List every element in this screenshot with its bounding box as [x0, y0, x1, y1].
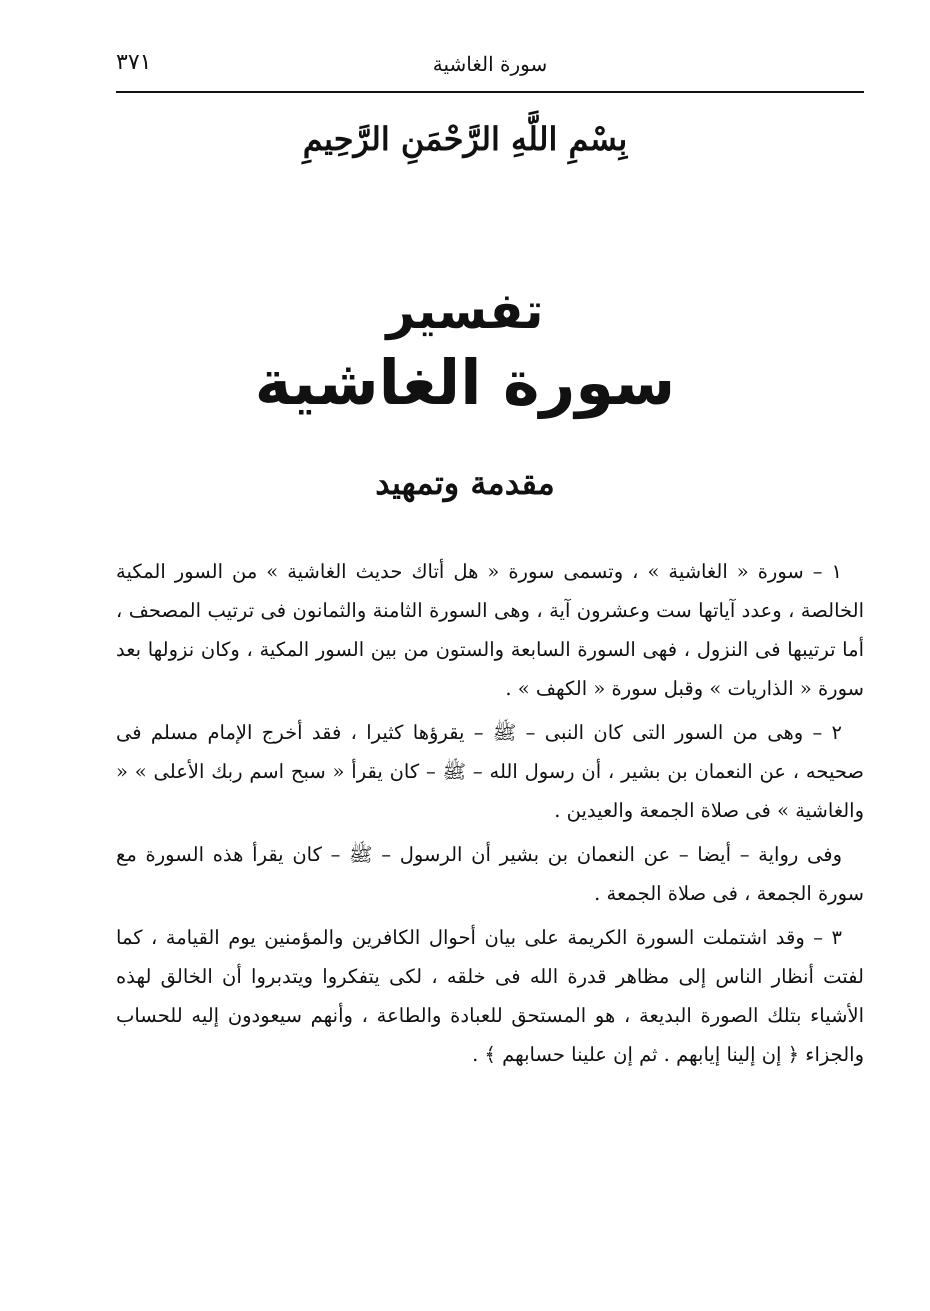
basmala: بِسْمِ اللَّهِ الرَّحْمَنِ الرَّحِيمِ	[302, 120, 628, 158]
paragraph-4: ٣ – وقد اشتملت السورة الكريمة على بيان أحوال الكافرين والمؤمنين يوم القيامة ، كما لفتت أنظار الناس إلى مظاهر قدرة الله فى خلقه ، لكى يتفكروا ويتدبروا أن الخالق لهذه الأشياء بتلك الصورة البديعة ، هو المستحق للعبادة والطاعة ، وأنهم سيعودون إليه للحساب والجزاء ﴿ إن إلينا إيابهم . ثم إن علينا حسابهم ﴾ .	[116, 926, 864, 1066]
title-tafsir: تفسير	[386, 282, 544, 340]
header-rule	[116, 91, 864, 93]
running-header	[116, 50, 864, 86]
page-number: ٣٧١	[116, 50, 152, 75]
paragraph-2: ٢ – وهى من السور التى كان النبى – ﷺ – يقرؤها كثيرا ، فقد أخرج الإمام مسلم فى صحيحه ، عن النعمان بن بشير ، أن رسول الله – ﷺ – كان يقرأ « سبح اسم ربك الأعلى » « والغاشية » فى صلاة الجمعة والعيدين .	[116, 721, 864, 822]
paragraph-3: وفى رواية – أيضا – عن النعمان بن بشير أن الرسول – ﷺ – كان يقرأ هذه السورة مع سورة الجمعة ، فى صلاة الجمعة .	[116, 843, 864, 905]
running-title: سورة الغاشية	[432, 52, 548, 76]
body-text	[116, 552, 864, 1079]
section-heading: مقدمة وتمهيد	[375, 464, 555, 502]
title-surah-name: سورة الغاشية	[254, 346, 676, 419]
paragraph-1: ١ – سورة « الغاشية » ، وتسمى سورة « هل أتاك حديث الغاشية » من السور المكية الخالصة ، وعدد آياتها ست وعشرون آية ، وهى السورة الثامنة والثمانون فى ترتيب المصحف ، أما ترتيبها فى النزول ، فهى السورة السابعة والستون من بين السور المكية ، وكان نزولها بعد سورة « الذاريات » وقبل سورة « الكهف » .	[116, 560, 864, 700]
